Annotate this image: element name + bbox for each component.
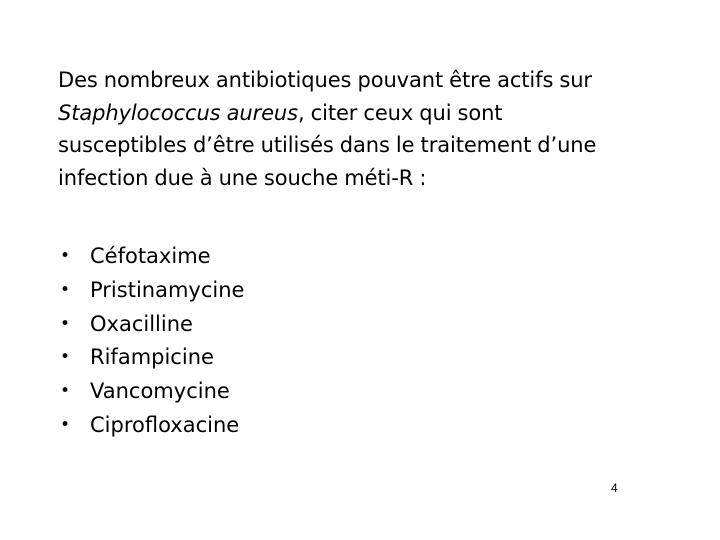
question-line-2: [58, 97, 688, 130]
bullet-icon: •: [59, 313, 71, 334]
question-line-4: infection due à une souche méti-R :: [58, 165, 427, 190]
bullet-icon: •: [59, 246, 71, 266]
bullet-icon: •: [59, 414, 71, 435]
answer-option-label: Oxacilline: [90, 311, 193, 336]
bullet-icon: •: [59, 347, 71, 368]
answer-option-label: Pristinamycine: [90, 277, 245, 302]
answer-option-label: Ciprofloxacine: [90, 412, 240, 437]
bullet-icon: •: [59, 279, 71, 300]
answer-option-label: Vancomycine: [90, 379, 230, 404]
answer-option-label: Rifampicine: [90, 345, 214, 370]
question-text: [58, 64, 688, 194]
question-line-1: Des nombreux antibiotiques pouvant être actifs sur: [58, 68, 592, 92]
answer-option-label: Céfotaxime: [90, 244, 211, 268]
question-line-3: susceptibles d’être utilisés dans le traitement d’une: [58, 133, 597, 157]
page-number: 4: [611, 481, 618, 495]
organism-name: Staphylococcus aureus: [58, 100, 298, 125]
bullet-icon: •: [59, 381, 71, 402]
question-line-2-rest: , citer ceux qui sont: [297, 100, 503, 125]
